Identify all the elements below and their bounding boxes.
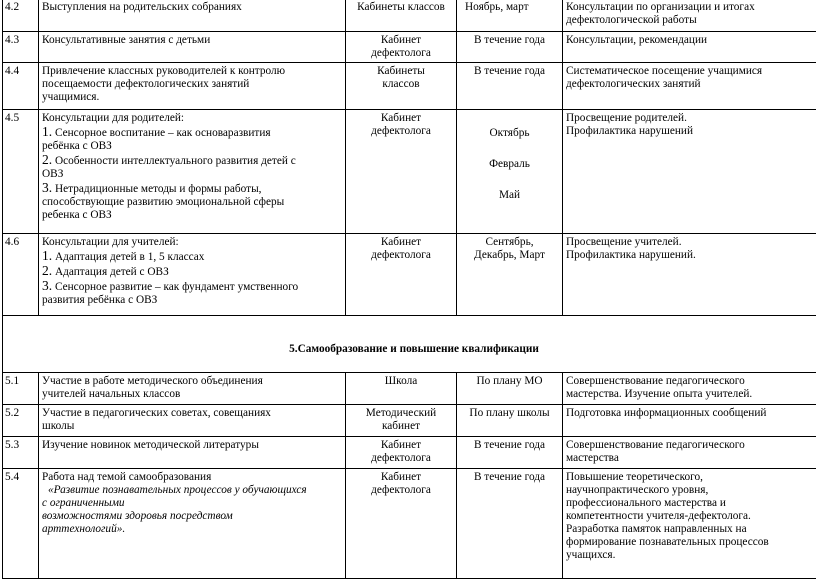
term-cell: В течение года [457,469,563,579]
result-cell: Просвещение родителей. Профилактика нарушений [563,110,816,234]
place-cell: Кабинет дефектолога [346,32,457,63]
row-number: 4.4 [3,63,39,110]
activity-cell: Участие в педагогических советах, совещаниях школы [39,405,346,437]
work-plan-table [2,0,816,579]
activity-cell: Выступления на родительских собраниях [39,0,346,32]
result-cell: Совершенствование педагогического мастерства [563,437,816,469]
table-row [3,0,816,32]
row-number: 5.2 [3,405,39,437]
table-row [3,373,816,405]
term-cell: Сентябрь, Декабрь, Март [457,234,563,316]
list-item: 1. Сенсорное воспитание – как основаразвития [42,125,342,140]
term-cell: Октябрь Февраль Май [457,110,563,234]
activity-cell: Работа над темой самообразования «Развитие познавательных процессов у обучающихся с ограниченными возможностями здоровья посредством арттехнологий». [39,469,346,579]
table-row [3,469,816,579]
list-item: 3. Нетрадиционные методы и формы работы, [42,181,342,196]
activity-cell: Консультации для родителей: 1. Сенсорное воспитание – как основаразвития ребёнка с ОВЗ 2. Особенности интеллектуального развития детей с ОВЗ 3. Нетрадиционные методы и формы работы, способствующие развитию эмоциональной сферы ребенка с ОВЗ [39,110,346,234]
place-cell: Методический кабинет [346,405,457,437]
table-row [3,63,816,110]
place-cell: Кабинеты классов [346,0,457,32]
self-education-theme: «Развитие познавательных процессов у обучающихся [42,484,342,497]
activity-cell: Привлечение классных руководителей к контролю посещаемости дефектологических занятий учащимися. [39,63,346,110]
row-number: 4.3 [3,32,39,63]
place-cell: Школа [346,373,457,405]
term-cell: По плану МО [457,373,563,405]
result-cell: Консультации, рекомендации [563,32,816,63]
term-cell: В течение года [457,437,563,469]
list-item: 2. Особенности интеллектуального развития детей с [42,153,342,168]
row-number: 4.2 [3,0,39,32]
result-cell: Систематическое посещение учащимися дефектологических занятий [563,63,816,110]
result-cell: Подготовка информационных сообщений [563,405,816,437]
table-row [3,405,816,437]
list-item: 2. Адаптация детей с ОВЗ [42,264,342,279]
place-cell: Кабинет дефектолога [346,234,457,316]
term-cell: Ноябрь, март [457,0,563,32]
activity-cell: Изучение новинок методической литературы [39,437,346,469]
section-row [3,316,816,373]
section-title: 5.Самообразование и повышение квалификации [3,316,816,373]
row-number: 5.4 [3,469,39,579]
activity-cell: Консультации для учителей: 1. Адаптация детей в 1, 5 классах 2. Адаптация детей с ОВЗ 3. Сенсорное развитие – как фундамент умственного развития ребёнка с ОВЗ [39,234,346,316]
result-cell: Повышение теоретического, научнопрактического уровня, профессионального мастерства и компетентности учителя-дефектолога. Разработка памяток направленных на формирование познавательных процессов учащихся. [563,469,816,579]
place-cell: Кабинет дефектолога [346,469,457,579]
table-row [3,110,816,234]
result-cell: Просвещение учителей. Профилактика нарушений. [563,234,816,316]
activity-cell: Участие в работе методического объединения учителей начальных классов [39,373,346,405]
row-number: 5.3 [3,437,39,469]
term-cell: В течение года [457,63,563,110]
term-cell: По плану школы [457,405,563,437]
list-item: 1. Адаптация детей в 1, 5 классах [42,249,342,264]
table-row [3,437,816,469]
activity-cell: Консультативные занятия с детьми [39,32,346,63]
result-cell: Консультации по организации и итогах дефектологической работы [563,0,816,32]
list-item: 3. Сенсорное развитие – как фундамент умственного [42,279,342,294]
place-cell: Кабинет дефектолога [346,110,457,234]
table-row [3,32,816,63]
row-number: 4.5 [3,110,39,234]
term-cell: В течение года [457,32,563,63]
row-number: 5.1 [3,373,39,405]
result-cell: Совершенствование педагогического мастерства. Изучение опыта учителей. [563,373,816,405]
table-row [3,234,816,316]
row-number: 4.6 [3,234,39,316]
place-cell: Кабинет дефектолога [346,437,457,469]
place-cell: Кабинеты классов [346,63,457,110]
